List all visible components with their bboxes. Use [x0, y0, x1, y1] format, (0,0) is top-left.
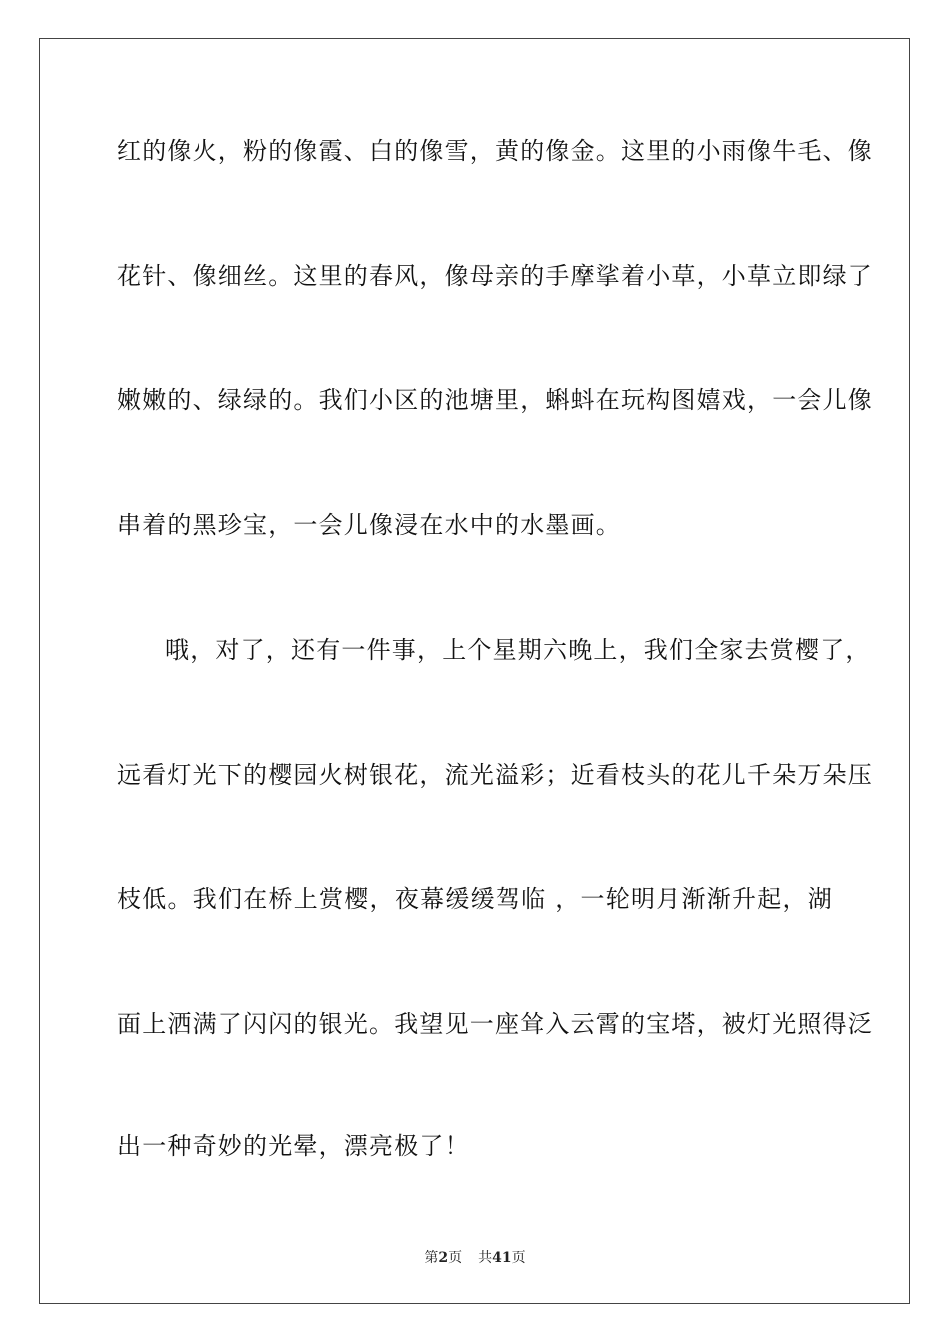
- page-footer: [0, 1250, 950, 1266]
- body-line-2: 花针、像细丝。这里的春风，像母亲的手摩挲着小草，小草立即绿了: [117, 262, 873, 290]
- page-frame: [39, 38, 910, 1304]
- page-prefix: 第: [424, 1250, 439, 1266]
- total-pages: 41: [492, 1250, 512, 1266]
- body-line-9: 出一种奇妙的光晕，漂亮极了！: [117, 1132, 470, 1160]
- body-line-4: 串着的黑珍宝，一会儿像浸在水中的水墨画。: [117, 511, 621, 539]
- body-line-7: 枝低。我们在桥上赏樱，夜幕缓缓驾临 ，一轮明月渐渐升起，湖: [117, 885, 833, 913]
- body-line-6: 远看灯光下的樱园火树银花，流光溢彩；近看枝头的花儿千朵万朵压: [117, 761, 873, 789]
- page-suffix: 页: [448, 1250, 463, 1266]
- page-number: 2: [438, 1250, 449, 1266]
- body-line-8: 面上洒满了闪闪的银光。我望见一座耸入云霄的宝塔，被灯光照得泛: [117, 1010, 873, 1038]
- total-prefix: 共: [478, 1250, 493, 1266]
- body-line-3: 嫩嫩的、绿绿的。我们小区的池塘里，蝌蚪在玩构图嬉戏，一会儿像: [117, 386, 873, 414]
- body-line-1: 红的像火，粉的像霞、白的像雪，黄的像金。这里的小雨像牛毛、像: [117, 137, 873, 165]
- total-suffix: 页: [511, 1250, 526, 1266]
- body-line-5: 哦，对了，还有一件事，上个星期六晚上，我们全家去赏樱了，: [165, 636, 871, 664]
